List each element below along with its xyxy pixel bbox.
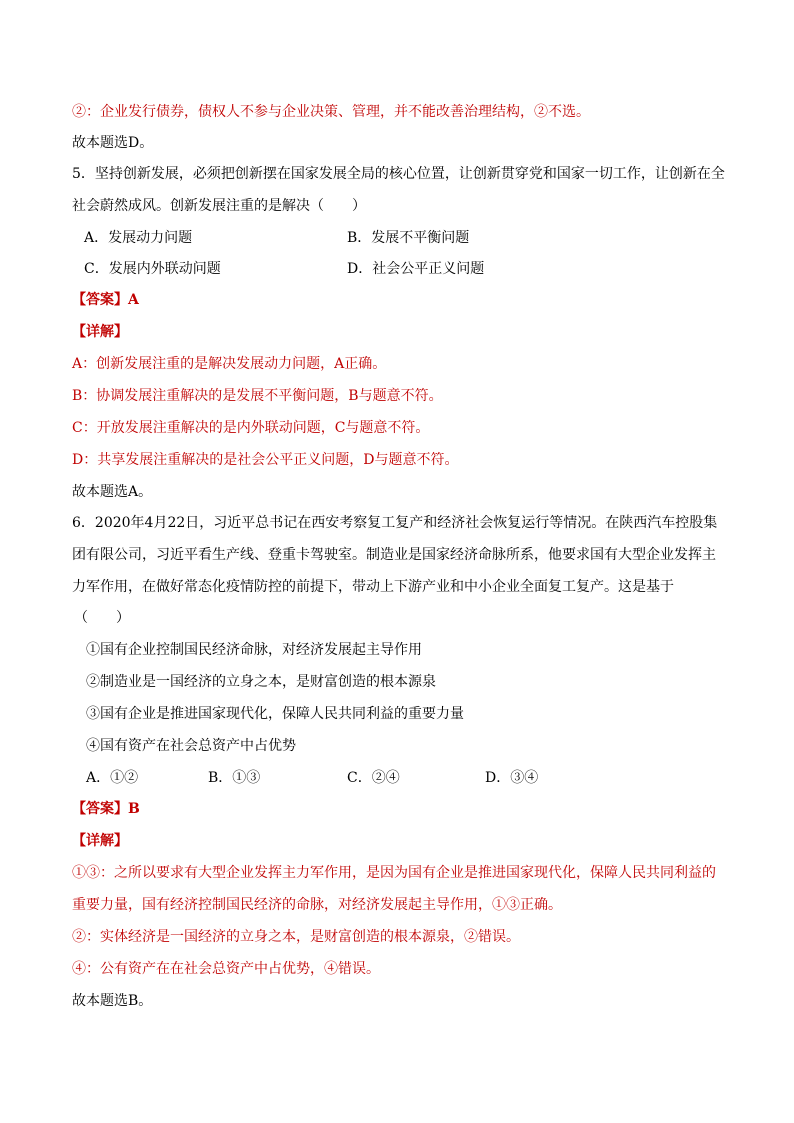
- q6-option-c: C．②④: [347, 770, 400, 786]
- q5-explanation-c: C：开放发展注重解决的是内外联动问题，C与题意不符。: [72, 420, 430, 436]
- q6-option-a: A．①②: [86, 770, 139, 786]
- q6-conclusion: 故本题选B。: [72, 993, 153, 1009]
- q5-stem-line-2: 社会蔚然成风。创新发展注重的是解决（ ）: [72, 198, 366, 214]
- q5-option-c: C．发展内外联动问题: [84, 261, 221, 277]
- q6-explanation-2: ②：实体经济是一国经济的立身之本，是财富创造的根本源泉，②错误。: [72, 929, 520, 945]
- q5-option-a: A．发展动力问题: [84, 230, 193, 246]
- q6-explanation-13-line-1: ①③：之所以要求有大型企业发挥主力军作用，是因为国有企业是推进国家现代化，保障人民共同利益的: [72, 865, 716, 881]
- q6-explanation-13-line-2: 重要力量，国有经济控制国民经济的命脉，对经济发展起主导作用，①③正确。: [72, 897, 562, 913]
- q5-conclusion: 故本题选A。: [72, 484, 153, 500]
- q6-option-b: B．①③: [208, 770, 261, 786]
- prev-conclusion: 故本题选D。: [72, 135, 154, 151]
- q6-stem-line-2: 团有限公司，习近平看生产线、登重卡驾驶室。制造业是国家经济命脉所系，他要求国有大型企业发挥主: [72, 547, 716, 563]
- q6-detail-heading: 【详解】: [72, 833, 128, 849]
- q5-stem-line-1: 5．坚持创新发展，必须把创新摆在国家发展全局的核心位置，让创新贯穿党和国家一切工作，让创新在全: [72, 166, 725, 182]
- q6-item-1: ①国有企业控制国民经济命脉，对经济发展起主导作用: [86, 642, 422, 658]
- q5-option-d: D．社会公平正义问题: [347, 261, 485, 277]
- q5-answer: 【答案】A: [72, 292, 139, 308]
- q5-detail-heading: 【详解】: [72, 324, 128, 340]
- q6-item-3: ③国有企业是推进国家现代化，保障人民共同利益的重要力量: [86, 706, 464, 722]
- q5-option-b: B．发展不平衡问题: [347, 230, 470, 246]
- q5-explanation-a: A：创新发展注重的是解决发展动力问题，A正确。: [72, 356, 387, 372]
- prev-explanation-2: ②：企业发行债券，债权人不参与企业决策、管理，并不能改善治理结构，②不选。: [72, 104, 590, 120]
- q6-stem-line-1: 6．2020年4月22日，习近平总书记在西安考察复工复产和经济社会恢复运行等情况。在陕西汽车控股集: [72, 515, 718, 531]
- q6-item-2: ②制造业是一国经济的立身之本，是财富创造的根本源泉: [86, 674, 436, 690]
- q6-stem-line-4: （ ）: [74, 610, 130, 626]
- q6-answer: 【答案】B: [72, 801, 140, 817]
- q6-item-4: ④国有资产在社会总资产中占优势: [86, 738, 296, 754]
- q5-explanation-b: B：协调发展注重解决的是发展不平衡问题，B与题意不符。: [72, 388, 443, 404]
- q5-explanation-d: D：共享发展注重解决的是社会公平正义问题，D与题意不符。: [72, 452, 459, 468]
- q6-explanation-4: ④：公有资产在在社会总资产中占优势，④错误。: [72, 961, 380, 977]
- q6-stem-line-3: 力军作用，在做好常态化疫情防控的前提下，带动上下游产业和中小企业全面复工复产。这是基于: [72, 579, 674, 595]
- q6-option-d: D．③④: [485, 770, 539, 786]
